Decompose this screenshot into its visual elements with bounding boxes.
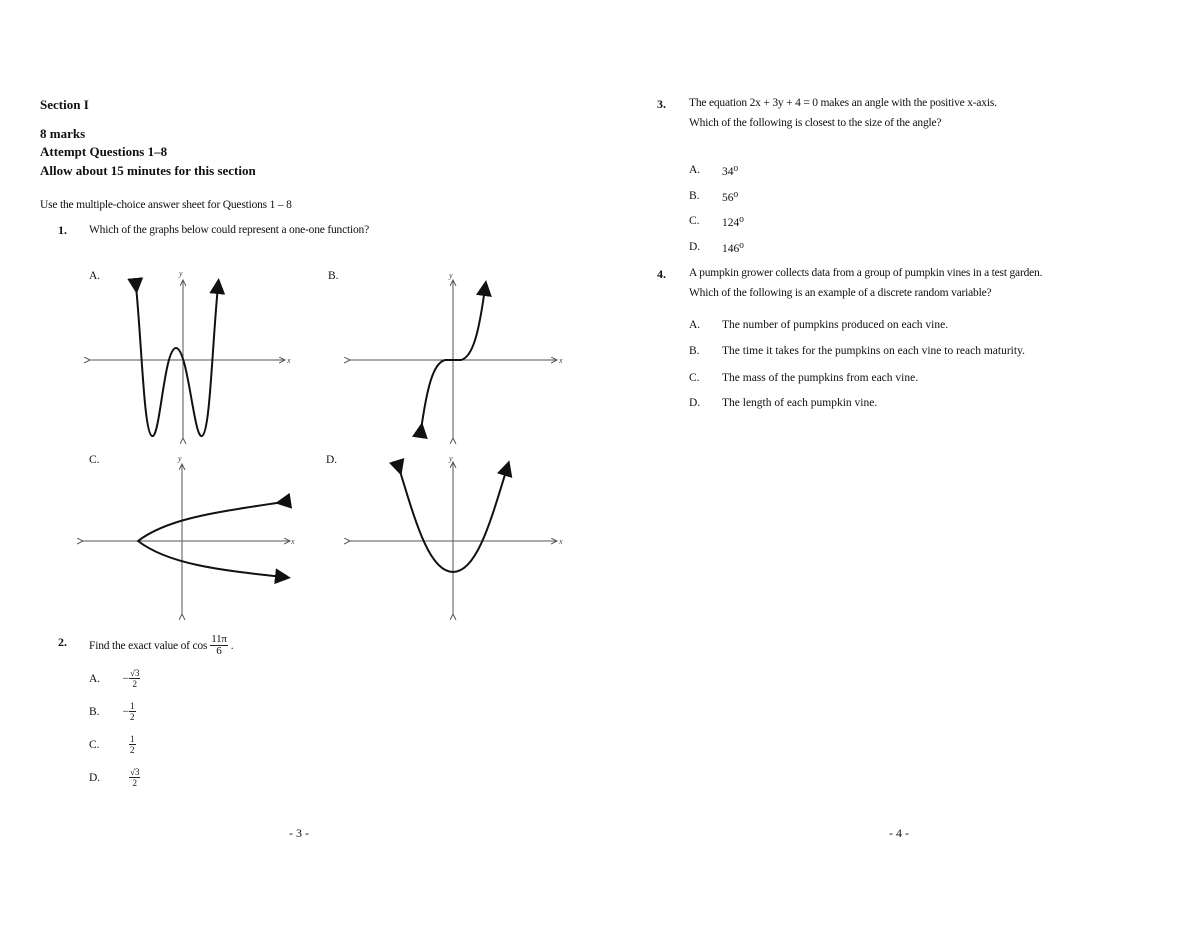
q2-number: 2. <box>58 635 67 649</box>
graph-d-label: D. <box>326 454 338 466</box>
graph-b <box>345 268 570 443</box>
q2-option-b-frac <box>129 701 136 722</box>
q2-option-b-sign: − <box>122 705 129 718</box>
q2-option-b-label: B. <box>89 705 100 718</box>
q2-option-c-label: C. <box>89 738 100 751</box>
q3-option-d-text: 146⁰ <box>722 243 744 255</box>
q2-option-a-frac <box>129 668 140 689</box>
q2-option-c-frac <box>129 734 136 755</box>
graph-c-label: C. <box>89 454 100 466</box>
graph-a-y-label: y <box>179 269 183 278</box>
graph-d-y-label: y <box>449 454 453 463</box>
page-number-right: - 4 - <box>889 826 909 840</box>
q2-option-a-label: A. <box>89 672 101 685</box>
q2-option-a <box>89 668 140 689</box>
q2-option-a-den: 2 <box>132 679 137 689</box>
q3-option-b-label: B. <box>689 190 700 202</box>
instruction: Use the multiple-choice answer sheet for Questions 1 – 8 <box>40 199 292 211</box>
q4-option-c-text: The mass of the pumpkins from each vine. <box>722 372 919 384</box>
q4-option-a-text: The number of pumpkins produced on each vine. <box>722 319 949 331</box>
q3-option-c-text: 124⁰ <box>722 217 744 229</box>
graph-a <box>80 268 295 443</box>
q3-option-d-label: D. <box>689 241 701 253</box>
q3-line1: The equation 2x + 3y + 4 = 0 makes an angle with the positive x-axis. <box>689 97 997 109</box>
graph-d-x-label: x <box>559 537 563 546</box>
marks: 8 marks <box>40 126 86 141</box>
q2-option-c-num: 1 <box>130 734 135 744</box>
q4-option-d-text: The length of each pumpkin vine. <box>722 397 878 409</box>
q2-option-a-sign: − <box>122 672 129 685</box>
q2-option-c <box>89 734 136 755</box>
graph-c-y-label: y <box>178 454 182 463</box>
q2-fraction-den: 6 <box>216 645 222 657</box>
q2-option-d-num: √3 <box>130 767 140 777</box>
q2-option-a-num: √3 <box>130 668 140 678</box>
q1-text: Which of the graphs below could represent a one-one function? <box>89 224 369 236</box>
q2-option-b-den: 2 <box>130 712 135 722</box>
q4-line2: Which of the following is an example of a discrete random variable? <box>689 287 992 299</box>
q3-option-c-label: C. <box>689 215 700 227</box>
q1-number: 1. <box>58 223 67 237</box>
q2-fraction-num: 11π <box>211 633 227 645</box>
q2-option-b <box>89 701 136 722</box>
graph-c <box>78 450 298 620</box>
q4-option-c-label: C. <box>689 372 700 384</box>
q2-option-c-den: 2 <box>130 745 135 755</box>
q2-option-b-num: 1 <box>130 701 135 711</box>
graph-b-y-label: y <box>449 271 453 280</box>
q3-line2: Which of the following is closest to the size of the angle? <box>689 117 942 129</box>
q2-text-before: Find the exact value of cos <box>89 639 208 652</box>
q2-option-d <box>89 767 140 788</box>
q2-option-d-frac <box>129 767 140 788</box>
q4-number: 4. <box>657 267 666 281</box>
q2-fraction <box>210 634 228 657</box>
q2-text-after: . <box>230 639 234 652</box>
q3-number: 3. <box>657 97 666 111</box>
graph-a-label: A. <box>89 270 101 282</box>
graph-a-x-label: x <box>287 356 291 365</box>
q2-option-d-label: D. <box>89 771 101 784</box>
q4-option-d-label: D. <box>689 397 701 409</box>
graph-d <box>345 450 570 620</box>
q3-option-a-label: A. <box>689 164 701 176</box>
graph-b-x-label: x <box>559 356 563 365</box>
attempt-questions: Attempt Questions 1–8 <box>40 144 168 159</box>
q4-option-b-text: The time it takes for the pumpkins on each vine to reach maturity. <box>722 345 1025 357</box>
graph-b-label: B. <box>328 270 339 282</box>
q3-option-b-text: 56⁰ <box>722 192 739 204</box>
q4-option-a-label: A. <box>689 319 701 331</box>
page-number-left: - 3 - <box>289 826 309 840</box>
q4-line1: A pumpkin grower collects data from a group of pumpkin vines in a test garden. <box>689 267 1043 279</box>
q2-text <box>89 634 233 657</box>
q4-option-b-label: B. <box>689 345 700 357</box>
q3-option-a-text: 34⁰ <box>722 166 739 178</box>
q2-option-d-den: 2 <box>132 778 137 788</box>
time-allowance: Allow about 15 minutes for this section <box>40 163 256 178</box>
graph-c-x-label: x <box>291 537 295 546</box>
section-title: Section I <box>40 97 89 112</box>
